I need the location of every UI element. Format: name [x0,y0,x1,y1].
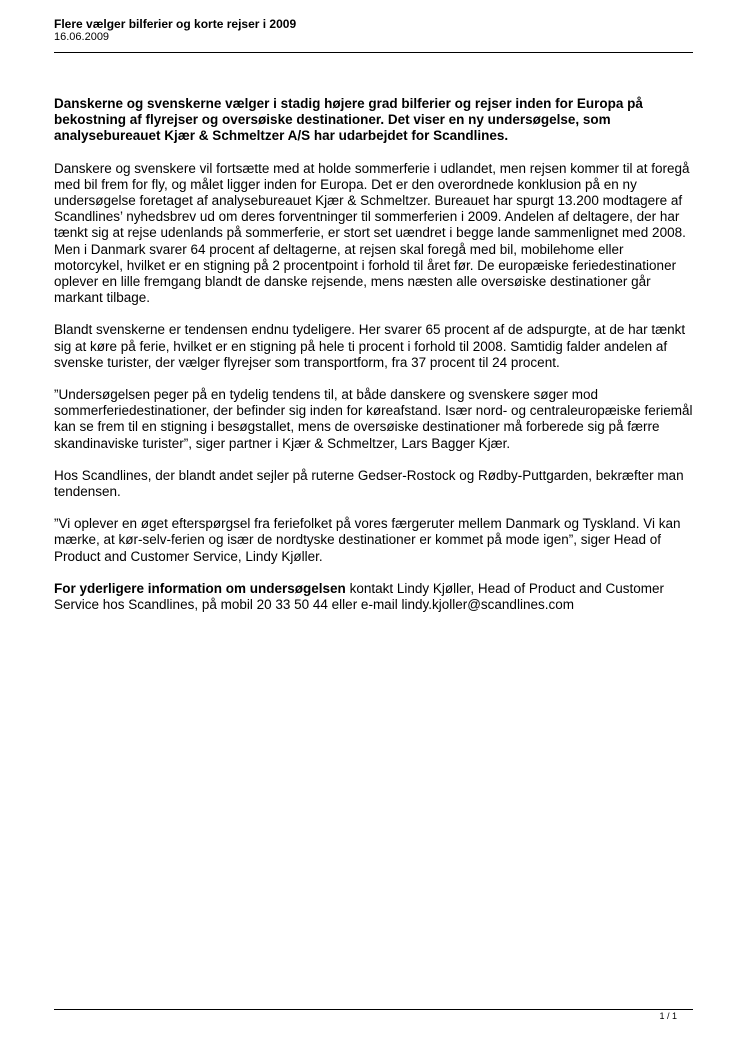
lead-paragraph: Danskerne og svenskerne vælger i stadig højere grad bilferier og rejser inden for Europa på bekostning af flyrejser og oversøiske destinationer. Det viser en ny undersøgelse, som analysebureauet Kjær & Schmeltzer A/S har udarbejdet for Scandlines. [54,96,643,144]
body-paragraph-3: ”Undersøgelsen peger på en tydelig tendens til, at både danskere og svenskere søger mod sommerferiedestinationer, der befinder sig inden for køreafstand. Især nord- og centraleuropæiske feriemål kan se frem til en stigning i besøgstallet, mens de oversøiske destinationer må forberede sig på færre skandinaviske turister”, siger partner i Kjær & Schmeltzer, Lars Bagger Kjær. [54,387,693,451]
article-body [54,96,694,629]
contact-details: kontakt Lindy Kjøller, Head of Product and Customer Service hos Scandlines, på mobil 20 33 50 44 eller e-mail lindy.kjoller@scandlines.com [54,580,664,613]
contact-paragraph [54,581,694,613]
body-paragraph-5: ”Vi oplever en øget efterspørgsel fra feriefolket på vores færgeruter mellem Danmark og Tyskland. Vi kan mærke, at kør-selv-ferien og især de nordtyske destinationer er kommet på mode igen”, siger Head of Product and Customer Service, Lindy Kjøller. [54,516,681,564]
body-paragraph-4: Hos Scandlines, der blandt andet sejler på ruterne Gedser-Rostock og Rødby-Puttgarden, bekræfter man tendensen. [54,467,684,500]
header-divider [54,52,693,53]
page-header [54,17,693,44]
page-number: 1 / 1 [659,1011,677,1021]
footer-divider [54,1009,693,1010]
document-title: Flere vælger bilferier og korte rejser i 2009 [54,17,297,31]
body-paragraph-1: Danskere og svenskere vil fortsætte med at holde sommerferie i udlandet, men rejsen kommer til at foregå med bil frem for fly, og målet ligger inden for Europa. Det er den overordnede konklusion på en ny undersøgelse foretaget af analysebureauet Kjær & Schmeltzer. Bureauet har spurgt 13.200 modtagere af Scandlines’ nyhedsbrev ud om deres forventninger til sommerferien i 2009. Andelen af deltagere, der har tænkt sig at rejse udenlands på sommerferie, er stort set uændret i begge lande sammenlignet med 2008. Men i Danmark svarer 64 procent af deltagerne, at rejsen skal foregå med bil, mobilehome eller motorcykel, hvilket er en stigning på 2 procentpoint i forhold til året før. De europæiske feriedestinationer oplever en lille fremgang blandt de danske rejsende, mens næsten alle oversøiske destinationer går markant tilbage. [54,160,690,306]
contact-heading: For yderligere information om undersøgelsen [54,580,346,596]
body-paragraph-2: Blandt svenskerne er tendensen endnu tydeligere. Her svarer 65 procent af de adspurgte, at de har tænkt sig at køre på ferie, hvilket er en stigning på hele ti procent i forhold til 2008. Samtidig falder andelen af svenske turister, der vælger flyrejser som transportform, fra 37 procent til 24 procent. [54,322,686,370]
document-date: 16.06.2009 [54,31,110,43]
